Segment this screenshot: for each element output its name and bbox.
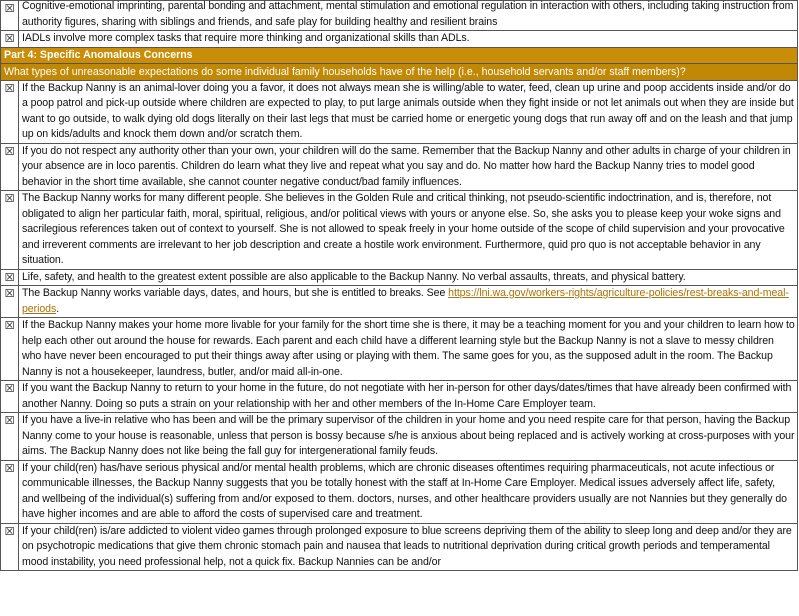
table-row	[1, 31, 798, 48]
table-row	[1, 286, 798, 318]
row-text: If you have a live-in relative who has been and will be the primary supervisor of the children in your home and you need respite care for that person, having the Backup Nanny come to your house is reasonable, unless that person is bossy because s/he is anxious about being replaced and is actively working at cross-purposes with your aims. The Backup Nanny does not like being the fall guy for intergenerational family feuds.	[19, 413, 798, 461]
table-row	[1, 413, 798, 461]
row-text: If you want the Backup Nanny to return to your home in the future, do not negotiate with her in-person for other days/dates/times that have already been confirmed with another Nanny. Doing so puts a strain on your relationship with her and other members of the In-Home Care Employer team.	[19, 381, 798, 413]
table-row	[1, 1, 798, 31]
row-text: If the Backup Nanny is an animal-lover doing you a favor, it does not always mean she is willing/able to water, feed, clean up urine and poop accidents inside and/or do a poop patrol and pick-up outside where children are expected to play, to put large animals outside when they fight inside or not let animals out when they are inside but want to go outside, to walk dying old dogs literally on their last legs that must be carried home or energetic young dogs that run away off and on the leash and that jump up on kids/adults and knock them down and/or scratch them.	[19, 80, 798, 143]
checkbox-icon[interactable]: ☒	[1, 413, 19, 461]
table-row	[1, 523, 798, 571]
checkbox-icon[interactable]: ☒	[1, 1, 19, 31]
section-question: What types of unreasonable expectations do some individual family households have of the help (i.e., household servants and/or staff members)?	[1, 63, 798, 80]
section-heading: Part 4: Specific Anomalous Concerns	[1, 47, 798, 63]
section-heading-row	[1, 47, 798, 63]
table-row	[1, 460, 798, 523]
row-text: Life, safety, and health to the greatest extent possible are also applicable to the Backup Nanny. No verbal assaults, threats, and physical battery.	[19, 269, 798, 286]
checkbox-icon[interactable]: ☒	[1, 143, 19, 191]
table-row	[1, 143, 798, 191]
checkbox-icon[interactable]: ☒	[1, 269, 19, 286]
table-row	[1, 318, 798, 381]
row-text: If your child(ren) is/are addicted to violent video games through prolonged exposure to blue screens depriving them of the ability to sleep long and deep and/or they are on psychotropic medications that give them chronic stomach pain and nausea that leads to nutritional deprivation during critical growth periods and temperamental mood instability, you need professional help, not a quick fix. Backup Nannies can be and/or	[19, 523, 798, 571]
row-text-end: .	[56, 302, 60, 315]
row-text: If the Backup Nanny makes your home more livable for your family for the short time she is there, it may be a teaching moment for you and your children to learn how to help each other out around the house for rewards. Each parent and each child have a different learning style but the Backup Nanny is not a slave to messy children who have never been encouraged to put their things away after using or playing with them. The same goes for you, as the supposed adult in the room. The Backup Nanny is not a housekeeper, laundress, butler, and/or maid all-in-one.	[19, 318, 798, 381]
row-text: The Backup Nanny works variable days, dates, and hours, but she is entitled to breaks. See	[22, 287, 449, 299]
checkbox-icon[interactable]: ☒	[1, 286, 19, 318]
table-row	[1, 269, 798, 286]
row-text: If your child(ren) has/have serious physical and/or mental health problems, which are chronic diseases oftentimes requiring pharmaceuticals, not acute infectious or communicable illnesses, the Backup Nanny suggests that you be totally honest with the staff at In-Home Care Employer. Medical issues adversely affect life, safety, and wellbeing of the individual(s) suffering from and/or exposed to them. doctors, nurses, and other healthcare providers usually are not Nannies but they generally do have higher incomes and are able to afford the costs of supervised care and treatment.	[19, 460, 798, 523]
checkbox-icon[interactable]: ☒	[1, 191, 19, 270]
checkbox-icon[interactable]: ☒	[1, 31, 19, 48]
row-text: The Backup Nanny works for many different people. She believes in the Golden Rule and critical thinking, not pseudo-scientific indoctrination, and is, therefore, not obligated to align her particular faith, moral, spiritual, religious, and/or political views with yours or anyone else. So, she asks you to please keep your woke signs and sacrilegious references taken out of context to yourself. She is not allowed to speak freely in your home outside of the scope of child supervision and your provocative and irreverent comments are irrelevant to her job description and create a hostile work environment. Furthermore, quid pro quo is not acceptable behavior in any situation.	[19, 191, 798, 270]
row-text: Cognitive-emotional imprinting, parental bonding and attachment, mental stimulation and emotional regulation in interaction with others, including taking instruction from authority figures, sharing with siblings and friends, and safe play for building healthy and resilient brains	[22, 0, 794, 28]
table-row	[1, 381, 798, 413]
rest-breaks-link[interactable]: https://lni.wa.gov/workers-rights/agriculture-policies/rest-breaks-and-meal-periods	[22, 287, 789, 315]
checkbox-icon[interactable]: ☒	[1, 381, 19, 413]
checkbox-icon[interactable]: ☒	[1, 523, 19, 571]
row-text: IADLs involve more complex tasks that require more thinking and organizational skills than ADLs.	[19, 31, 798, 48]
checkbox-icon[interactable]: ☒	[1, 80, 19, 143]
table-row	[1, 191, 798, 270]
row-text: If you do not respect any authority other than your own, your children will do the same. Remember that the Backup Nanny and other adults in charge of your children in your absence are in loco parentis. Children do learn what they live and repeat what you say and do. No matter how hard the Backup Nanny tries to model good behavior in the short time available, she cannot counter negative conduct/bad family influences.	[19, 143, 798, 191]
checkbox-icon[interactable]: ☒	[1, 460, 19, 523]
section-question-row	[1, 63, 798, 80]
checkbox-icon[interactable]: ☒	[1, 318, 19, 381]
table-row	[1, 80, 798, 143]
